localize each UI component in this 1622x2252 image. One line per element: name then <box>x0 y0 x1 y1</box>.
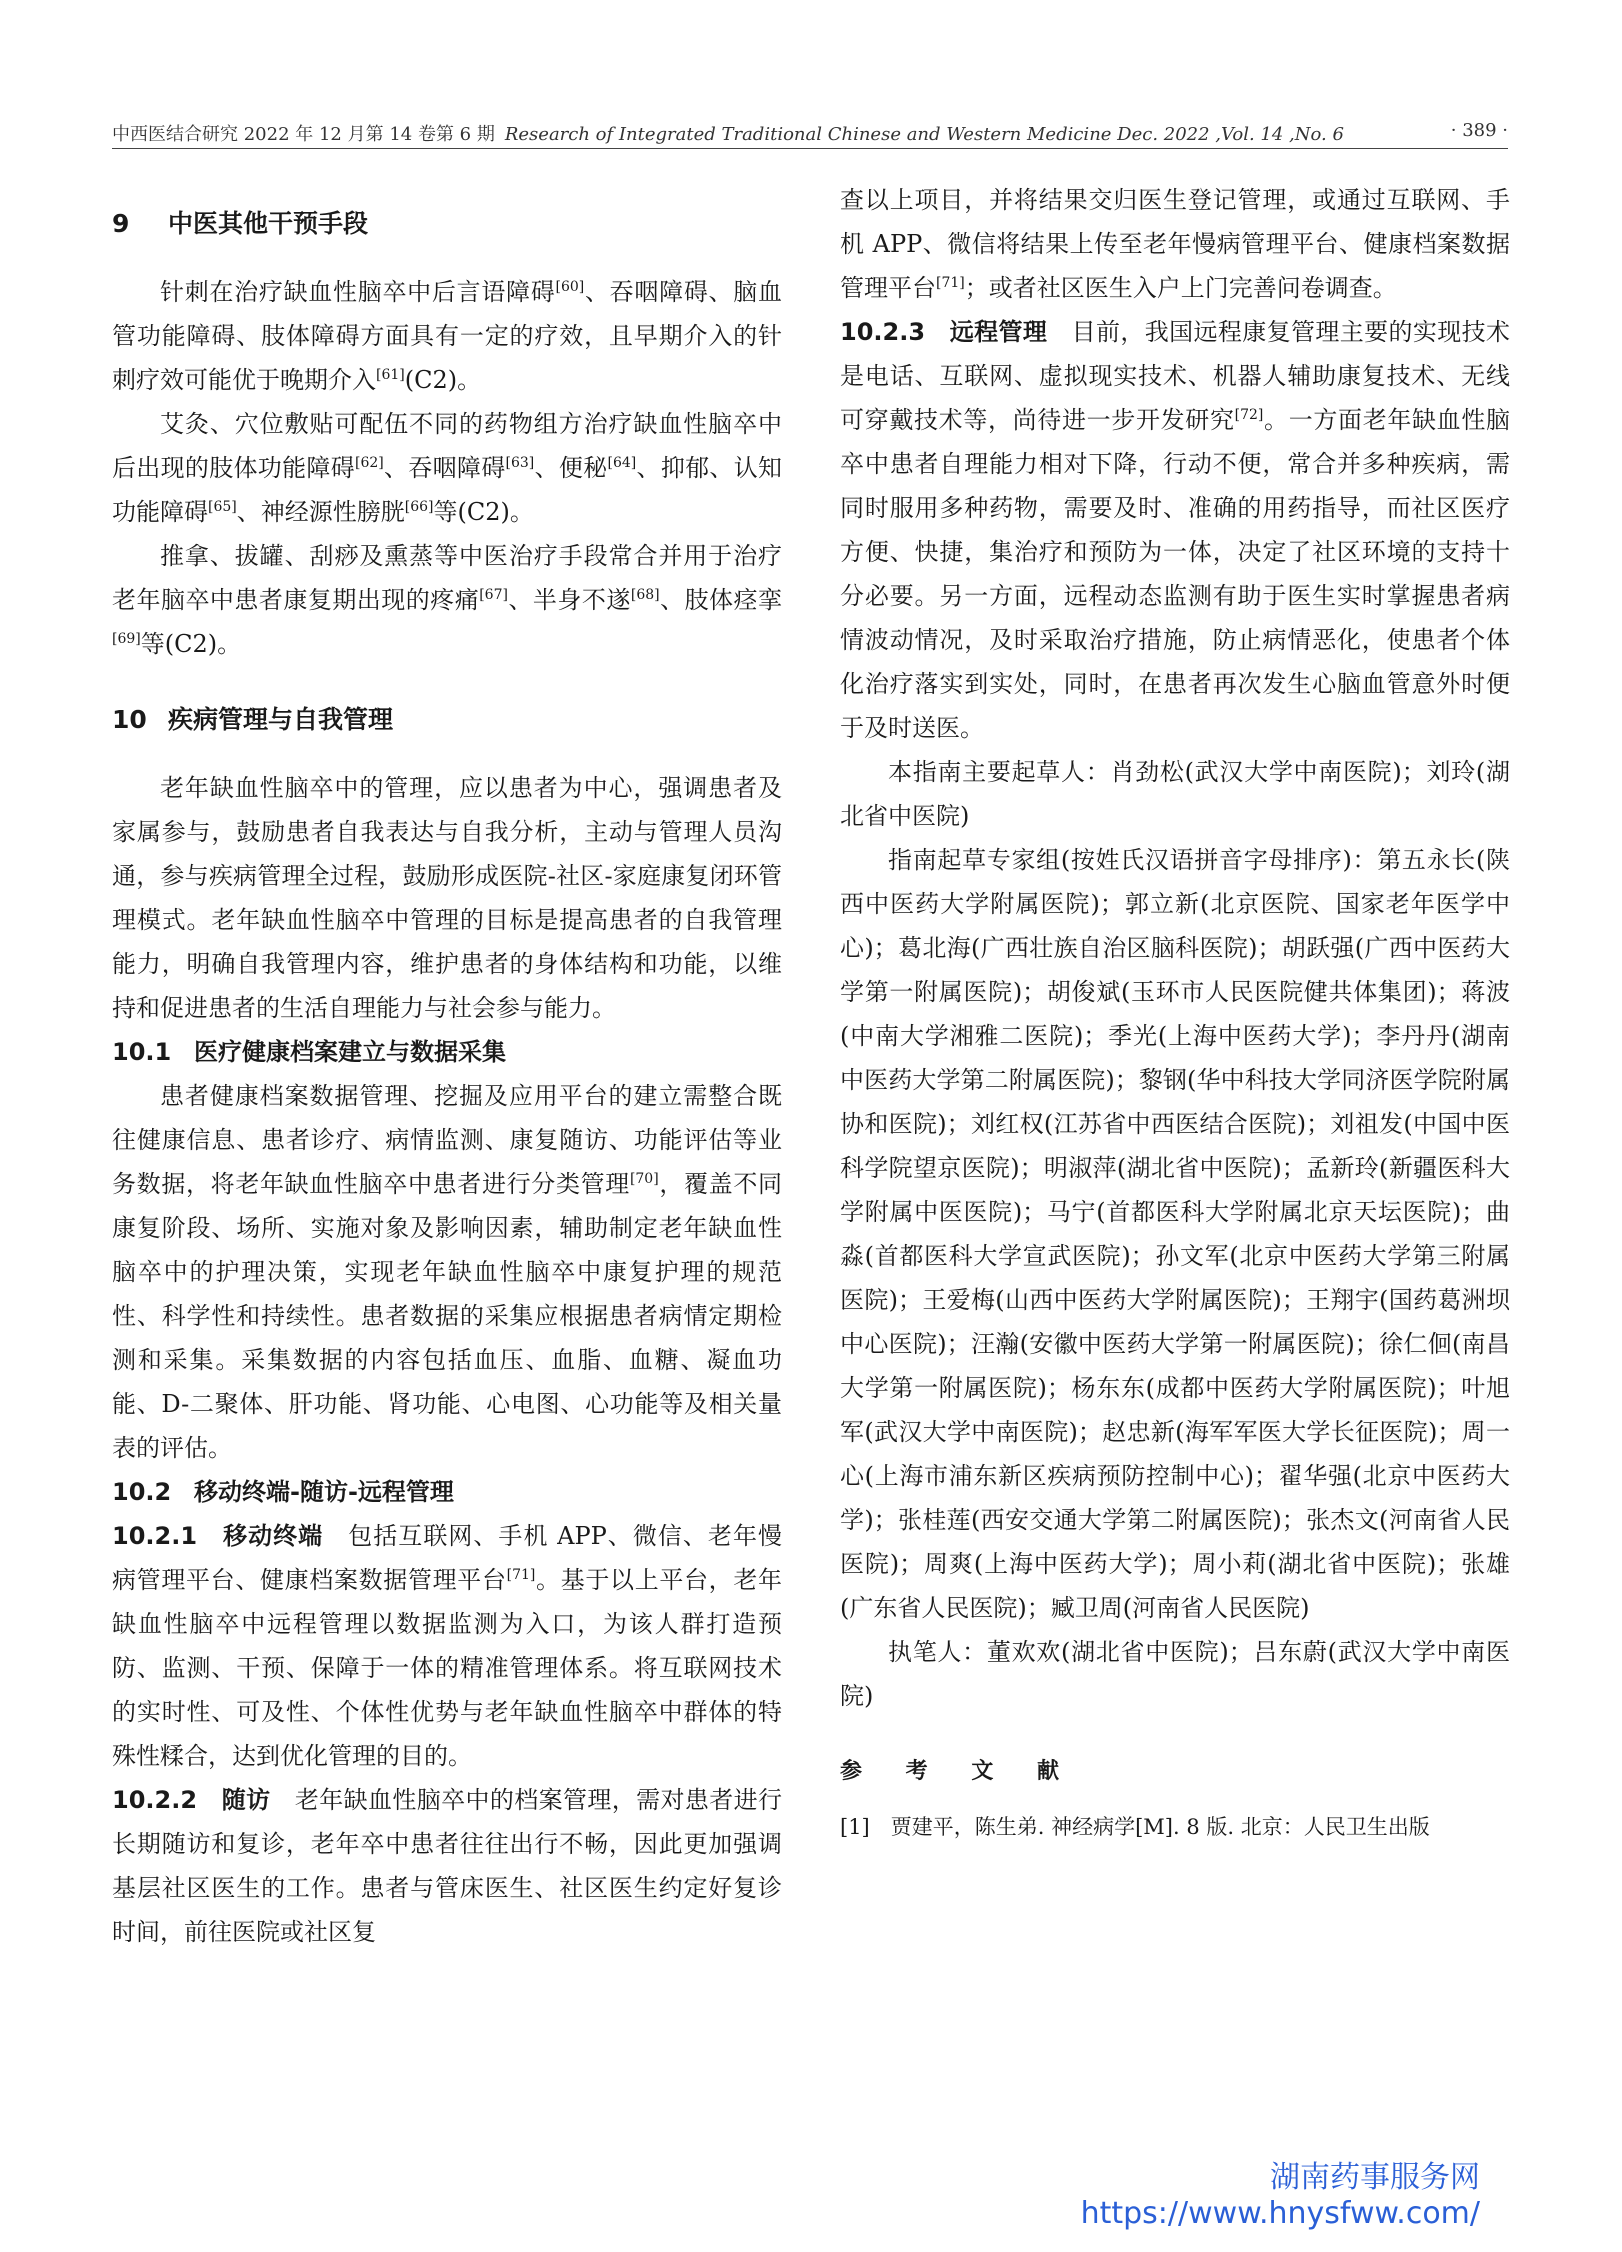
citation: [68] <box>630 587 660 603</box>
paragraph: 艾灸、穴位敷贴可配伍不同的药物组方治疗缺血性脑卒中后出现的肢体功能障碍[62]、吞咽障碍[63]、便秘[64]、抑郁、认知功能障碍[65]、神经源性膀胱[66]等(C2)。 <box>112 410 783 526</box>
journal-citation <box>112 120 1344 146</box>
paragraph: 10.2.3 远程管理 目前，我国远程康复管理主要的实现技术是电话、互联网、虚拟现实技术、机器人辅助康复技术、无线可穿戴技术等，尚待进一步开发研究[72]。一方面老年缺血性脑卒中患者自理能力相对下降，行动不便，常合并多种疾病，需同时服用多种药物，需要及时、准确的用药指导，而社区医疗方便、快捷，集治疗和预防为一体，决定了社区环境的支持十分必要。另一方面，远程动态监测有助于医生实时掌握患者病情波动情况，及时采取治疗措施，防止病情恶化，使患者个体化治疗落实到实处，同时，在患者再次发生心脑血管意外时便于及时送医。 <box>840 318 1511 742</box>
paragraph: 针刺在治疗缺血性脑卒中后言语障碍[60]、吞咽障碍、脑血管功能障碍、肢体障碍方面具有一定的疗效，且早期介入的针刺疗效可能优于晚期介入[61](C2)。 <box>112 278 782 394</box>
paragraph: 10.2.2 随访 老年缺血性脑卒中的档案管理，需对患者进行长期随访和复诊，老年卒中患者往往出行不畅，因此更加强调基层社区医生的工作。患者与管床医生、社区医生约定好复诊时间，前往医院或社区复 <box>112 1786 783 1946</box>
journal-cn: 中西医结合研究 2022 年 12 月第 14 卷第 6 期 <box>112 124 495 145</box>
citation: [69] <box>112 631 141 647</box>
subsection-10-1-heading: 10.1 医疗健康档案建立与数据采集 <box>112 1038 506 1066</box>
citation: [61] <box>376 367 405 383</box>
citation: [67] <box>479 587 508 603</box>
references-heading: 参 考 文 献 <box>840 1759 1077 1784</box>
section-9-heading <box>112 204 782 240</box>
drafter-paragraph: 本指南主要起草人：肖劲松(武汉大学中南医院)；刘玲(湖北省中医院) <box>840 758 1510 830</box>
section-number: 10 <box>112 705 147 734</box>
paragraph: 患者健康档案数据管理、挖掘及应用平台的建立需整合既往健康信息、患者诊疗、病情监测、康复随访、功能评估等业务数据，将老年缺血性脑卒中患者进行分类管理[70]，覆盖不同康复阶段、场所、实施对象及影响因素，辅助制定老年缺血性脑卒中的护理决策，实现老年缺血性脑卒中康复护理的规范性、科学性和持续性。患者数据的采集应根据患者病情定期检测和采集。采集数据的内容包括血压、血脂、血糖、凝血功能、D-二聚体、肝功能、肾功能、心电图、心功能等及相关量表的评估。 <box>112 1082 783 1462</box>
citation: [60] <box>555 279 585 295</box>
subsection-label: 10.2.2 随访 <box>112 1786 271 1814</box>
writers-paragraph: 执笔人：董欢欢(湖北省中医院)；吕东蔚(武汉大学中南医院) <box>840 1638 1510 1710</box>
subsection-10-2-heading: 10.2 移动终端-随访-远程管理 <box>112 1478 454 1506</box>
paragraph: 10.2.1 移动终端 包括互联网、手机 APP、微信、老年慢病管理平台、健康档案数据管理平台[71]。基于以上平台，老年缺血性脑卒中远程管理以数据监测为入口，为该人群打造预防、监测、干预、保障于一体的精准管理体系。将互联网技术的实时性、可及性、个体性优势与老年缺血性脑卒中群体的特殊性糅合，达到优化管理的目的。 <box>112 1522 783 1770</box>
citation: [63] <box>505 455 535 471</box>
citation: [64] <box>607 455 637 471</box>
subsection-label: 10.2.1 移动终端 <box>112 1522 324 1550</box>
watermark-url[interactable]: https://www.hnysfww.com/ <box>1080 2196 1480 2231</box>
paragraph: 老年缺血性脑卒中的管理，应以患者为中心，强调患者及家属参与，鼓励患者自我表达与自我分析，主动与管理人员沟通，参与疾病管理全过程，鼓励形成医院-社区-家庭康复闭环管理模式。老年缺血性脑卒中管理的目标是提高患者的自我管理能力，明确自我管理内容，维护患者的身体结构和功能，以维持和促进患者的生活自理能力与社会参与能力。 <box>112 774 782 1022</box>
paragraph: 推拿、拔罐、刮痧及熏蒸等中医治疗手段常合并用于治疗老年脑卒中患者康复期出现的疼痛[67]、半身不遂[68]、肢体痉挛[69]等(C2)。 <box>112 542 783 658</box>
citation: [66] <box>404 499 434 515</box>
journal-en: Research of Integrated Traditional Chinese and Western Medicine Dec. 2022 ,Vol. 14 ,No. 6 <box>504 124 1344 145</box>
right-column <box>840 178 1510 1845</box>
section-number: 9 <box>112 209 130 238</box>
citation: [70] <box>629 1171 659 1187</box>
left-column <box>112 186 782 1954</box>
section-title: 疾病管理与自我管理 <box>168 705 394 734</box>
citation: [71] <box>936 275 965 291</box>
page-header <box>112 112 1508 148</box>
citation: [71] <box>506 1567 536 1583</box>
subsection-label: 10.2.3 远程管理 <box>840 318 1048 346</box>
experts-paragraph: 指南起草专家组(按姓氏汉语拼音字母排序)：第五永长(陕西中医药大学附属医院)；郭立新(北京医院、国家老年医学中心)；葛北海(广西壮族自治区脑科医院)；胡跃强(广西中医药大学第一附属医院)；胡俊斌(玉环市人民医院健共体集团)；蒋波(中南大学湘雅二医院)；季光(上海中医药大学)；李丹丹(湖南中医药大学第二附属医院)；黎钢(华中科技大学同济医学院附属协和医院)；刘红权(江苏省中西医结合医院)；刘祖发(中国中医科学院望京医院)；明淑萍(湖北省中医院)；孟新玲(新疆医科大学附属中医医院)；马宁(首都医科大学附属北京天坛医院)；曲淼(首都医科大学宣武医院)；孙文军(北京中医药大学第三附属医院)；王爱梅(山西中医药大学附属医院)；王翔宇(国药葛洲坝中心医院)；汪瀚(安徽中医药大学第一附属医院)；徐仁佪(南昌大学第一附属医院)；杨东东(成都中医药大学附属医院)；叶旭军(武汉大学中南医院)；赵忠新(海军军医大学长征医院)；周一心(上海市浦东新区疾病预防控制中心)；翟华强(北京中医药大学)；张桂莲(西安交通大学第二附属医院)；张杰文(河南省人民医院)；周爽(上海中医药大学)；周小莉(湖北省中医院)；张雄(广东省人民医院)；臧卫周(河南省人民医院) <box>840 846 1510 1622</box>
paragraph: 查以上项目，并将结果交归医生登记管理，或通过互联网、手机 APP、微信将结果上传至老年慢病管理平台、健康档案数据管理平台[71]；或者社区医生入户上门完善问卷调查。 <box>840 186 1510 302</box>
section-10-heading <box>112 700 782 736</box>
citation: [72] <box>1234 407 1264 423</box>
citation: [62] <box>354 455 384 471</box>
header-rule <box>112 148 1508 149</box>
citation: [65] <box>208 499 237 515</box>
section-title: 中医其他干预手段 <box>168 209 369 238</box>
watermark-site-name: 湖南药事服务网 <box>1270 2160 1480 2195</box>
watermark <box>1060 2152 1480 2231</box>
page-number: · 389 · <box>1450 120 1508 141</box>
reference-item: [1] 贾建平，陈生弟. 神经病学[M]. 8 版. 北京：人民卫生出版 <box>840 1815 1430 1839</box>
